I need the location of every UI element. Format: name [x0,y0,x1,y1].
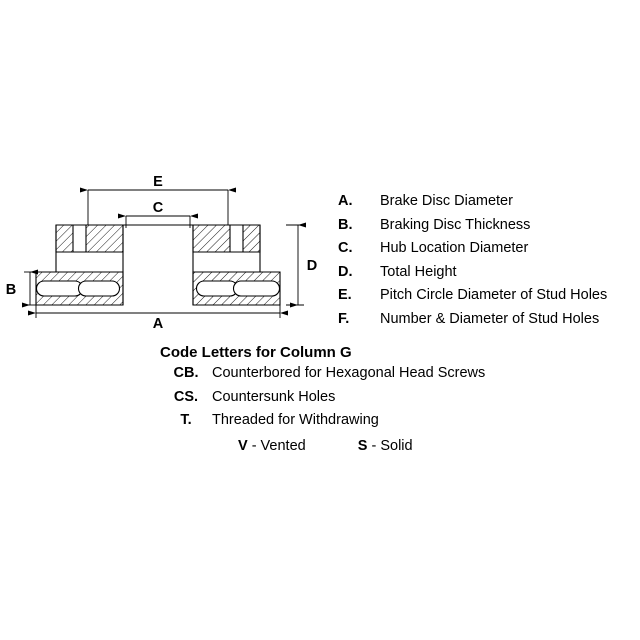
legend-label: Pitch Circle Diameter of Stud Holes [380,287,608,303]
legend-key: E. [338,287,352,303]
legend-row [338,287,638,311]
code-label: Countersunk Holes [212,388,336,405]
vented-label: - Vented [251,438,306,454]
legend-label: Brake Disc Diameter [380,193,513,209]
dimension-label-E: E [153,174,163,190]
vented-solid-footer [238,438,413,454]
legend-row [338,240,638,264]
solid-label: - Solid [371,438,413,454]
dimension-label-C: C [152,200,164,216]
code-letters-section [160,344,630,436]
code-row [160,389,630,413]
legend-label: Total Height [380,263,457,280]
legend-key: C. [338,240,353,256]
dimension-label-D: D [306,258,318,274]
code-letters-title: Code Letters for Column G [160,344,352,361]
code-label: Counterbored for Hexagonal Head Screws [212,365,486,381]
dimension-label-A: A [152,316,164,332]
dimension-label-B: B [5,282,17,298]
code-row [160,365,630,389]
code-key: CS. [173,388,199,405]
vented-key: V [238,438,248,454]
code-label: Threaded for Withdrawing [212,412,379,428]
legend-label: Braking Disc Thickness [380,216,531,233]
legend-key: A. [338,193,353,209]
legend-key: B. [338,216,353,233]
legend-key: D. [338,263,353,280]
brake-disc-cross-section-drawing [0,0,340,360]
dimension-legend [338,193,638,334]
legend-key: F. [338,310,350,327]
legend-row [338,311,638,335]
dimension-letters [6,174,317,332]
legend-row [338,217,638,241]
code-key: CB. [173,365,199,381]
legend-label: Number & Diameter of Stud Holes [380,310,600,327]
legend-row [338,264,638,288]
disc-outline [36,225,280,305]
code-row [160,412,630,436]
solid-key: S [357,438,368,454]
legend-row [338,193,638,217]
code-key: T. [180,412,192,428]
legend-label: Hub Location Diameter [380,240,529,256]
